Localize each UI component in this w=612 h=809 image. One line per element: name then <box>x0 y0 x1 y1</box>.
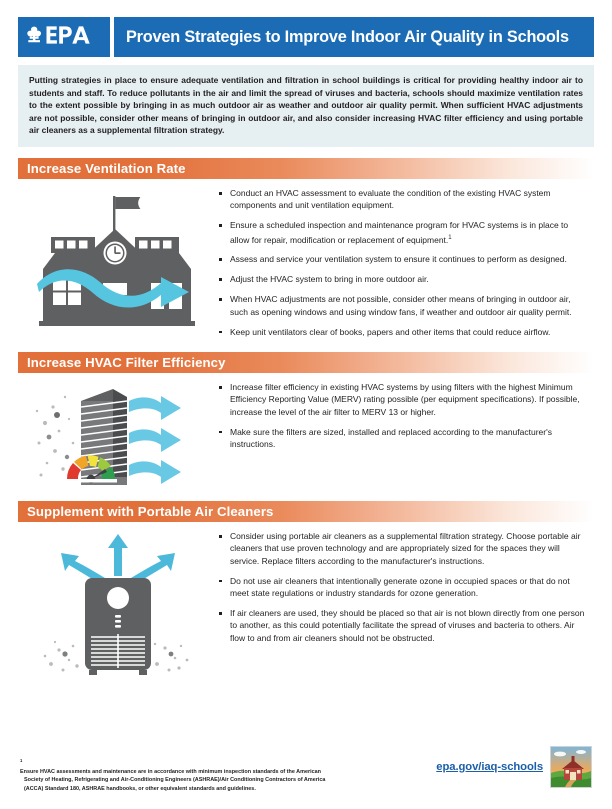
figure-portable-air-cleaner <box>18 530 218 679</box>
bullet-item: Increase filter efficiency in existing HVAC systems by using filters with the highest Minimum Efficiency Reporting Value (MERV) rating possible (per equipment specifications). If possible, increase the level of the air filter to MERV 13 or higher. <box>218 381 588 418</box>
section-body-2 <box>18 373 594 490</box>
section-body-3 <box>18 522 594 679</box>
clean-air-arrows <box>129 396 181 484</box>
bullet-item: When HVAC adjustments are not possible, consider other means of bringing in outdoor air, such as opening windows and using window fans, if weather and outdoor air quality permit. <box>218 293 588 318</box>
hvac-filter-merv-icon <box>29 385 207 490</box>
bullet-item: Do not use air cleaners that intentionally generate ozone in occupied spaces or that do not meet state regulations or industry standards for ozone generation. <box>218 575 588 600</box>
footer-right <box>436 746 594 788</box>
epa-seal-icon <box>23 23 105 51</box>
section-header-2 <box>18 352 594 373</box>
intro-panel <box>18 65 594 147</box>
section-title-2: Increase HVAC Filter Efficiency <box>27 354 226 370</box>
bullet-text: Ensure a scheduled inspection and maintenance program for HVAC systems is in place to allow for repair, modification or replacement of equipment. <box>230 220 569 245</box>
bullet-item: Make sure the filters are sized, installed and replaced according to the manufacturer's instructions. <box>218 426 588 451</box>
bullet-item: Conduct an HVAC assessment to evaluate the condition of the existing HVAC system components and unit ventilation equipment. <box>218 187 588 212</box>
bullet-list-3 <box>218 530 594 644</box>
section-title-3: Supplement with Portable Air Cleaners <box>27 503 274 519</box>
header-title-bar <box>114 17 594 57</box>
bullet-item <box>218 219 588 246</box>
section-increase-ventilation-rate <box>18 158 594 341</box>
bullet-list-2 <box>218 381 594 451</box>
page-title: Proven Strategies to Improve Indoor Air Quality in Schools <box>126 27 569 46</box>
section-increase-hvac-filter-efficiency <box>18 352 594 490</box>
footnote-line: Ensure HVAC assessments and maintenance are in accordance with minimum inspection standards of the American <box>20 768 321 775</box>
section-title-1: Increase Ventilation Rate <box>27 160 186 176</box>
figure-hvac-filter <box>18 381 218 490</box>
section-header-3 <box>18 501 594 522</box>
figure-school-building <box>18 187 218 341</box>
infographic-page <box>0 17 612 809</box>
section-body-1 <box>18 179 594 341</box>
footnote-marker: 1 <box>448 234 452 241</box>
section-header-1 <box>18 158 594 179</box>
bullet-item: Consider using portable air cleaners as a supplemental filtration strategy. Choose portable air cleaners that use proven technology and are appropriately sized for the spaces they will service. Replace filters according to the manufacturer's instructions. <box>218 530 588 567</box>
epa-iaq-schools-link[interactable]: epa.gov/iaq-schools <box>436 760 543 773</box>
bullet-item: Keep unit ventilators clear of books, papers and other items that could reduce airflow. <box>218 326 588 338</box>
footnote-line: (ACCA) Standard 180, ASHRAE handbooks, or other equivalent standards and guidelines. <box>24 785 256 792</box>
particles <box>36 396 75 477</box>
schoolhouse-thumbnail-icon <box>550 746 592 788</box>
epa-logo <box>18 17 110 57</box>
school-building-airflow-icon <box>29 191 207 341</box>
bullet-item: Assess and service your ventilation system to ensure it continues to perform as designed. <box>218 253 588 265</box>
page-footer <box>18 746 594 793</box>
bullet-item: Adjust the HVAC system to bring in more outdoor air. <box>218 273 588 285</box>
bullet-list-1 <box>218 187 594 338</box>
clean-air-arrows <box>61 534 175 583</box>
footnote-marker: 1 <box>20 757 23 763</box>
bullet-item: If air cleaners are used, they should be placed so that air is not blown directly from one person to another, as this could potentially facilitate the spread of viruses and bacteria to others. Air flow to and from air cleaners should not be obstructed. <box>218 607 588 644</box>
portable-air-cleaner-icon <box>29 534 207 679</box>
page-header <box>18 17 594 57</box>
footnote-block <box>18 746 325 793</box>
footnote-line: Society of Heating, Refrigerating and Air-Conditioning Engineers (ASHRAE)/Air Conditioning Contractors of America <box>24 777 326 784</box>
intro-paragraph: Putting strategies in place to ensure adequate ventilation and filtration in school buildings is critical for providing healthy indoor air to students and staff. To reduce pollutants in the air and limit the spread of viruses and bacteria, schools should maximize ventilation rates to the extent possible by bringing in as much outdoor air as weather and outdoor air quality permit. When sufficient HVAC adjustments are not possible, consider other means of bringing in outdoor air, and also consider increasing HVAC filter efficiency and using portable air cleaners as a supplemental filtration strategy. <box>29 75 583 136</box>
section-supplement-with-portable-air-cleaners <box>18 501 594 679</box>
